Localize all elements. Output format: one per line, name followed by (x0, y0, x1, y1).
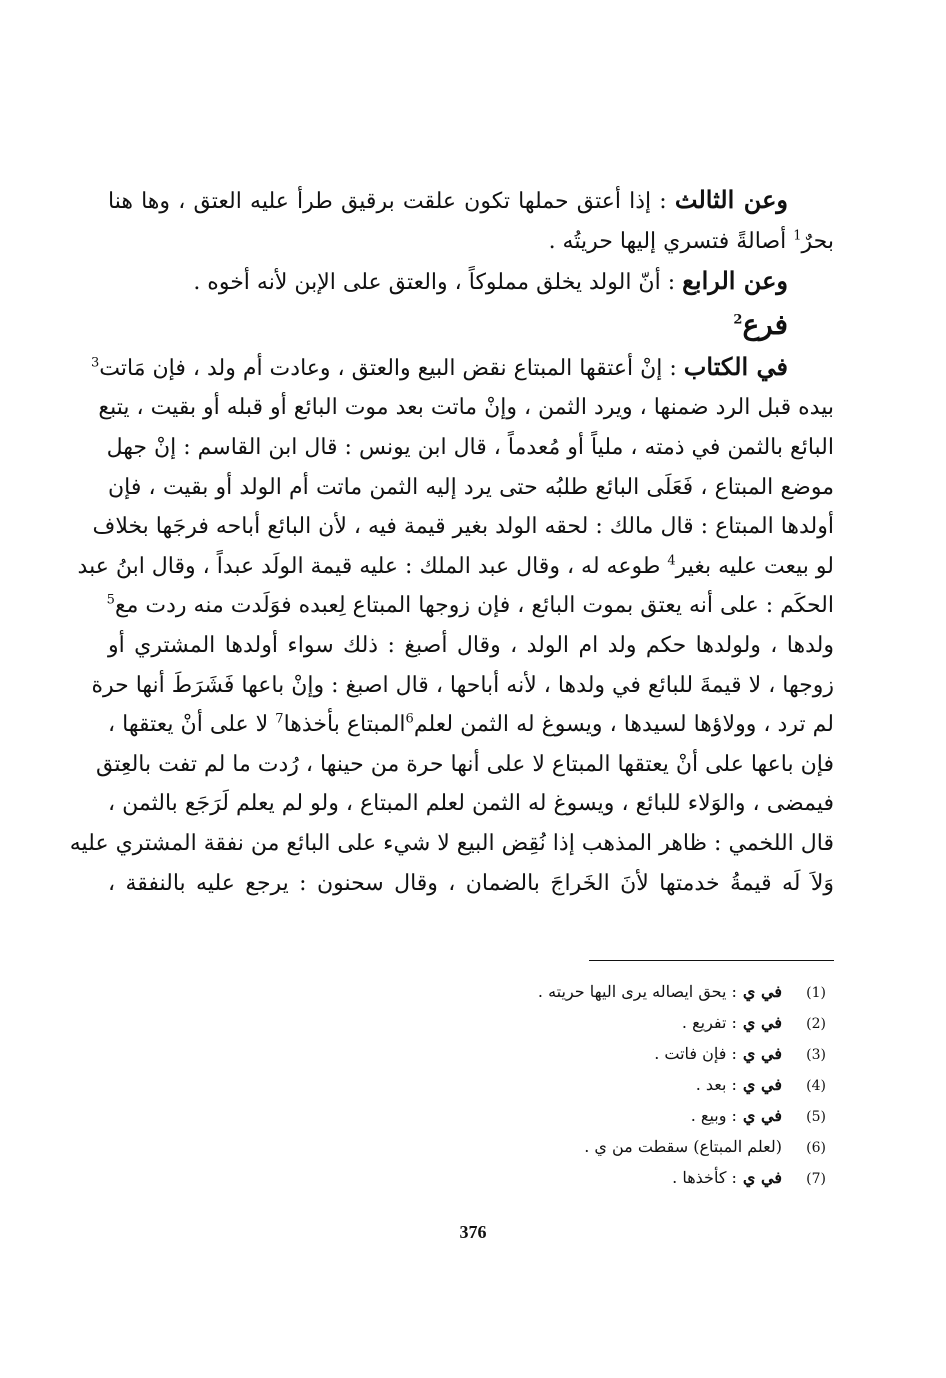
footnote-number: (6) (806, 1140, 826, 1156)
footnote-ref: 5 (106, 593, 115, 609)
paragraph-main (69, 347, 834, 903)
text-line: وَلاَ لَه قيمةُ خدمتها لأنَ الخَراجَ بالضمان ، وقال سحنون : يرجع عليه بالنفقة ، (108, 870, 834, 896)
footnote-number: (4) (806, 1078, 826, 1094)
footnote-divider (589, 960, 834, 961)
text-line (91, 347, 834, 389)
footnote-source: في ي (742, 1168, 782, 1187)
text-line (77, 547, 834, 587)
line-text: لو بيعت عليه بغير (675, 553, 834, 579)
footnote-ref: 2 (733, 312, 743, 328)
footnote-number: (5) (806, 1109, 826, 1125)
footnote-ref: 6 (405, 711, 414, 727)
line-text: لا على أنْ يعتقها ، (108, 712, 276, 738)
text-line (108, 180, 834, 222)
text-line: البائع بالثمن في ذمته ، ملياً أو مُعدماً ، قال ابن يونس : قال ابن القاسم : إنْ جهل (106, 434, 834, 460)
footnote-ref: 1 (793, 228, 802, 244)
footnote (300, 1163, 826, 1194)
footnote-number: (2) (806, 1016, 826, 1032)
footnote (300, 977, 826, 1008)
page-number: 376 (459, 1222, 487, 1242)
footnote-text: : وبيع . (690, 1106, 737, 1125)
heading-text: فرع (742, 307, 788, 341)
text-line (108, 586, 834, 626)
line-text: طوعه له ، وقال عبد الملك : عليه قيمة الولَد عبداً ، وقال ابنُ عبد (77, 553, 668, 579)
paragraph-lead: في الكتاب (683, 351, 788, 381)
text-line: زوجها ، لا قيمةَ للبائع في ولدها ، لأنه أباحها ، قال اصبغ : وإنْ باعها فَشَرَطَ أنها حرة (91, 672, 834, 698)
footnote (300, 1132, 826, 1163)
footnote-text: : كأخذها . (672, 1168, 737, 1187)
footnote-text: : فإن فاتت . (654, 1044, 737, 1063)
footnotes (300, 977, 826, 1194)
text-line: أولدها المبتاع : قال مالك : لحقه الولد بغير قيمة فيه ، لأن البائع أباحه فرجَها بخلاف (92, 514, 834, 540)
text-line: موضع المبتاع ، فَعَلَى البائع طلبُه حتى يرد إليه الثمن ماتت أم الولد أو بقيت ، فإن (108, 474, 834, 500)
paragraph-fourth (108, 261, 834, 303)
footnote-text: : بعد . (695, 1075, 737, 1094)
footnote-number: (3) (806, 1047, 826, 1063)
text-line (108, 705, 834, 745)
paragraph-third (108, 180, 834, 261)
footnote (300, 1070, 826, 1101)
text-line: ولدها ، ولولدها حكم ولد ام الولد ، وقال أصبغ : ذلك سواء أولدها المشتري أو (108, 632, 834, 658)
footnote (300, 1039, 826, 1070)
text-line (108, 261, 834, 303)
line-text: المبتاع بأخذها (283, 712, 406, 738)
section-heading (108, 303, 834, 347)
footnote-text: (لعلم المبتاع) سقطت من ي . (584, 1137, 782, 1156)
text-line (108, 222, 834, 262)
line-text: : إذا أعتق حملها تكون علقت برقيق طرأ عليه العتق ، وها هنا (108, 189, 675, 214)
line-text: : إنْ أعتقها المبتاع نقض البيع والعتق ، وعادت أم ولد ، فإن مَاتت (99, 355, 684, 381)
footnote (300, 1008, 826, 1039)
footnote-ref: 7 (275, 711, 284, 727)
footnote-number: (1) (806, 985, 826, 1001)
footnote-source: في ي (742, 1075, 782, 1094)
text-line: قال اللخمي : ظاهر المذهب إذا نُقِض البيع لا شيء على البائع من نفقة المشتري عليه (69, 830, 834, 856)
text-line: بيده قبل الرد ضمنها ، ويرد الثمن ، وإنْ ماتت بعد موت البائع أو قبله أو بقيت ، يتبع (98, 395, 834, 421)
footnote-source: في ي (742, 982, 782, 1001)
paragraph-lead: وعن الرابع (682, 266, 788, 296)
footnote (300, 1101, 826, 1132)
footnote-ref: 3 (91, 355, 100, 371)
paragraph-lead: وعن الثالث (674, 185, 788, 214)
footnote-source: في ي (742, 1044, 782, 1063)
text-line: فإن باعها على أنْ يعتقها المبتاع لا على أنها حرة من حينها ، رُدت ما لم تفت بالعِتق (96, 751, 834, 777)
footnote-source: في ي (742, 1106, 782, 1125)
text-line: فيمضى ، والوَلاء للبائع ، ويسوغ له الثمن لعلم المبتاع ، ولو لم يعلم لَرَجَع بالثمن ، (108, 791, 834, 817)
footnote-text: : يحق ايصاله يرى اليها حريته . (537, 982, 737, 1001)
footnote-source: في ي (742, 1013, 782, 1032)
footnote-text: : تفريع . (681, 1013, 737, 1032)
line-text: لم ترد ، وولاؤها لسيدها ، ويسوغ له الثمن لعلم (413, 712, 834, 738)
line-text: الحكَم : على أنه يعتق بموت البائع ، فإن زوجها المبتاع لِعبده فوَلَدت منه ردت مع (114, 593, 834, 619)
body-text (69, 180, 834, 903)
line-text: أصالةً فتسري إليها حريتُه . (548, 228, 794, 254)
line-text: بحرٌ (801, 228, 834, 254)
footnote-number: (7) (806, 1171, 826, 1187)
line-text: : أنّ الولد يخلق مملوكاً ، والعتق على الإبن لأنه أخوه . (193, 270, 683, 296)
footnote-ref: 4 (667, 553, 676, 569)
